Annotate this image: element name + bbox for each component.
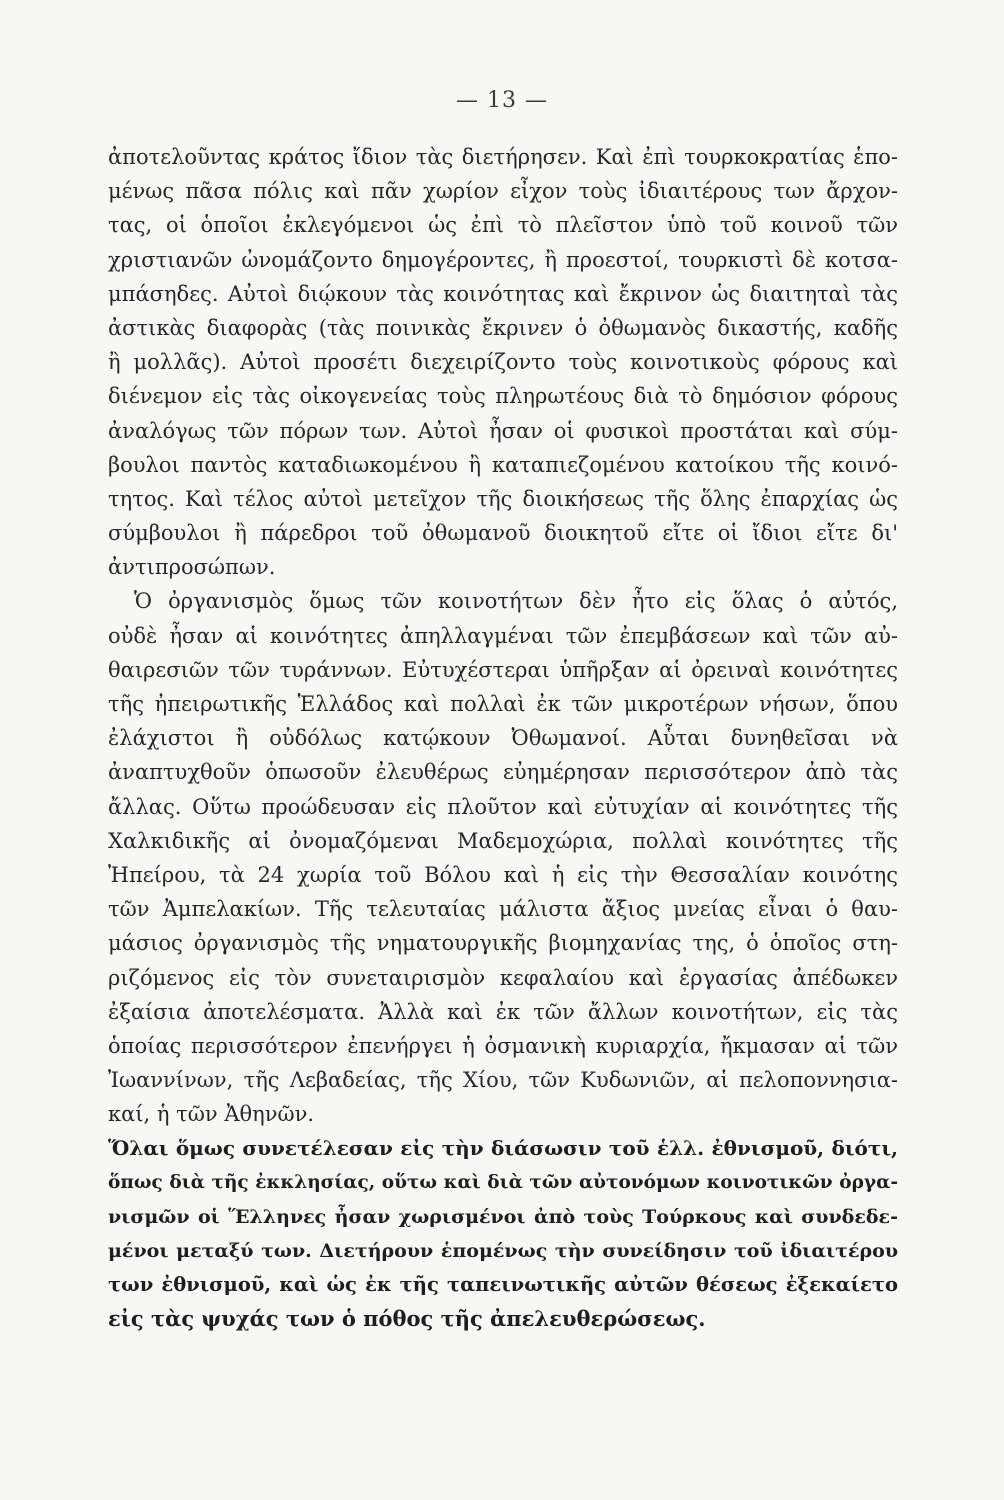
text-line: χριστιανῶν ὠνομάζοντο δημογέροντες, ἢ προεστοί, τουρκιστὶ δὲ κοτσα- bbox=[108, 247, 898, 272]
text-line: ὁποίας περισσότερον ἐπενήργει ἡ ὀσμανικὴ κυριαρχία, ἤκμασαν αἱ τῶν bbox=[108, 1033, 898, 1058]
text-line: ἀναλόγως τῶν πόρων των. Αὐτοὶ ἦσαν οἱ φυσικοὶ προστάται καὶ σύμ- bbox=[108, 418, 898, 443]
text-line: νισμῶν οἱ Ἕλληνες ἦσαν χωρισμένοι ἀπὸ τοὺς Τούρκους καὶ συνδεδε- bbox=[108, 1205, 898, 1228]
text-line: σύμβουλοι ἢ πάρεδροι τοῦ ὀθωμανοῦ διοικητοῦ εἴτε οἱ ἴδιοι εἴτε δι' bbox=[108, 521, 898, 546]
text-line: καί, ἡ τῶν Ἀθηνῶν. bbox=[108, 1102, 315, 1127]
text-line: ἄλλας. Οὕτω προώδευσαν εἰς πλοῦτον καὶ εὐτυχίαν αἱ κοινότητες τῆς bbox=[108, 794, 898, 819]
page-number: — 13 — bbox=[456, 88, 548, 113]
text-line: βουλοι παντὸς καταδιωκομένου ἢ καταπιεζομένου κατοίκου τῆς κοινό- bbox=[108, 452, 898, 477]
text-line: μάσιος ὀργανισμὸς τῆς νηματουργικῆς βιομηχανίας της, ὁ ὁποῖος στη- bbox=[108, 931, 898, 956]
text-line: ὅπως διὰ τῆς ἐκκλησίας, οὕτω καὶ διὰ τῶν αὐτονόμων κοινοτικῶν ὀργα- bbox=[108, 1171, 898, 1193]
text-line: τητος. Καὶ τέλος αὐτοὶ μετεῖχον τῆς διοικήσεως τῆς ὅλης ἐπαρχίας ὡς bbox=[108, 486, 898, 511]
text-line: οὐδὲ ἦσαν αἱ κοινότητες ἀπηλλαγμέναι τῶν ἐπεμβάσεων καὶ τῶν αὐ- bbox=[108, 623, 898, 648]
text-line: των ἐθνισμοῦ, καὶ ὡς ἐκ τῆς ταπεινωτικῆς αὐτῶν θέσεως ἐξεκαίετο bbox=[108, 1273, 898, 1297]
paragraph-start-line: Ὁ ὀργανισμὸς ὅμως τῶν κοινοτήτων δὲν ἦτο εἰς ὅλας ὁ αὐτός, bbox=[134, 589, 898, 614]
text-line: εἰς τὰς ψυχάς των ὁ πόθος τῆς ἀπελευθερώσεως. bbox=[108, 1306, 706, 1332]
text-line: Ἰωαννίνων, τῆς Λεβαδείας, τῆς Χίου, τῶν Κυδωνιῶν, αἱ πελοποννησια- bbox=[108, 1068, 898, 1093]
text-line: Ἠπείρου, τὰ 24 χωρία τοῦ Βόλου καὶ ἡ εἰς τὴν Θεσσαλίαν κοινότης bbox=[108, 862, 898, 887]
text-line: τῆς ἠπειρωτικῆς Ἑλλάδος καὶ πολλαὶ ἐκ τῶν μικροτέρων νήσων, ὅπου bbox=[108, 692, 898, 716]
text-line: ἀναπτυχθοῦν ὁπωσοῦν ἐλευθέρως εὐημέρησαν περισσότερον ἀπὸ τὰς bbox=[108, 760, 898, 785]
text-line: ἐλάχιστοι ἢ οὐδόλως κατῴκουν Ὀθωμανοί. Αὗται δυνηθεῖσαι νὰ bbox=[108, 726, 898, 751]
text-line: ἢ μολλᾶς). Αὐτοὶ προσέτι διεχειρίζοντο τοὺς κοινοτικοὺς φόρους καὶ bbox=[108, 350, 898, 375]
text-line: ἀστικὰς διαφορὰς (τὰς ποινικὰς ἔκρινεν ὁ ὀθωμανὸς δικαστής, καδῆς bbox=[108, 315, 898, 340]
text-line: διένεμον εἰς τὰς οἰκογενείας τοὺς πληρωτέους διὰ τὸ δημόσιον φόρους bbox=[108, 384, 898, 409]
text-line: μένως πᾶσα πόλις καὶ πᾶν χωρίον εἶχον τοὺς ἰδιαιτέρους των ἄρχον- bbox=[108, 179, 898, 204]
paragraph-start-line: Ὅλαι ὅμως συνετέλεσαν εἰς τὴν διάσωσιν τοῦ ἑλλ. ἐθνισμοῦ, διότι, bbox=[108, 1136, 898, 1161]
text-line: ἀντιπροσώπων. bbox=[108, 555, 276, 580]
text-line: μένοι μεταξύ των. Διετήρουν ἑπομένως τὴν συνείδησιν τοῦ ἰδιαιτέρου bbox=[108, 1240, 898, 1262]
text-line: τας, οἱ ὁποῖοι ἐκλεγόμενοι ὡς ἐπὶ τὸ πλεῖστον ὑπὸ τοῦ κοινοῦ τῶν bbox=[108, 213, 898, 238]
text-line: θαιρεσιῶν τῶν τυράννων. Εὐτυχέστεραι ὑπῆρξαν αἱ ὀρειναὶ κοινότητες bbox=[108, 657, 898, 682]
text-line: Χαλκιδικῆς αἱ ὀνομαζόμεναι Μαδεμοχώρια, πολλαὶ κοινότητες τῆς bbox=[108, 828, 898, 853]
text-line: μπάσηδες. Αὐτοὶ διῴκουν τὰς κοινότητας καὶ ἔκρινον ὡς διαιτηταὶ τὰς bbox=[108, 281, 898, 306]
text-line: ριζόμενος εἰς τὸν συνεταιρισμὸν κεφαλαίου καὶ ἐργασίας ἀπέδωκεν bbox=[108, 965, 898, 990]
text-line: ἐξαίσια ἀποτελέσματα. Ἀλλὰ καὶ ἐκ τῶν ἄλλων κοινοτήτων, εἰς τὰς bbox=[108, 999, 898, 1024]
text-line: ἀποτελοῦντας κράτος ἴδιον τὰς διετήρησεν. Καὶ ἐπὶ τουρκοκρατίας ἑπο- bbox=[108, 145, 898, 169]
text-line: τῶν Ἀμπελακίων. Τῆς τελευταίας μάλιστα ἄξιος μνείας εἶναι ὁ θαυ- bbox=[108, 897, 898, 922]
body-text bbox=[108, 140, 898, 1337]
